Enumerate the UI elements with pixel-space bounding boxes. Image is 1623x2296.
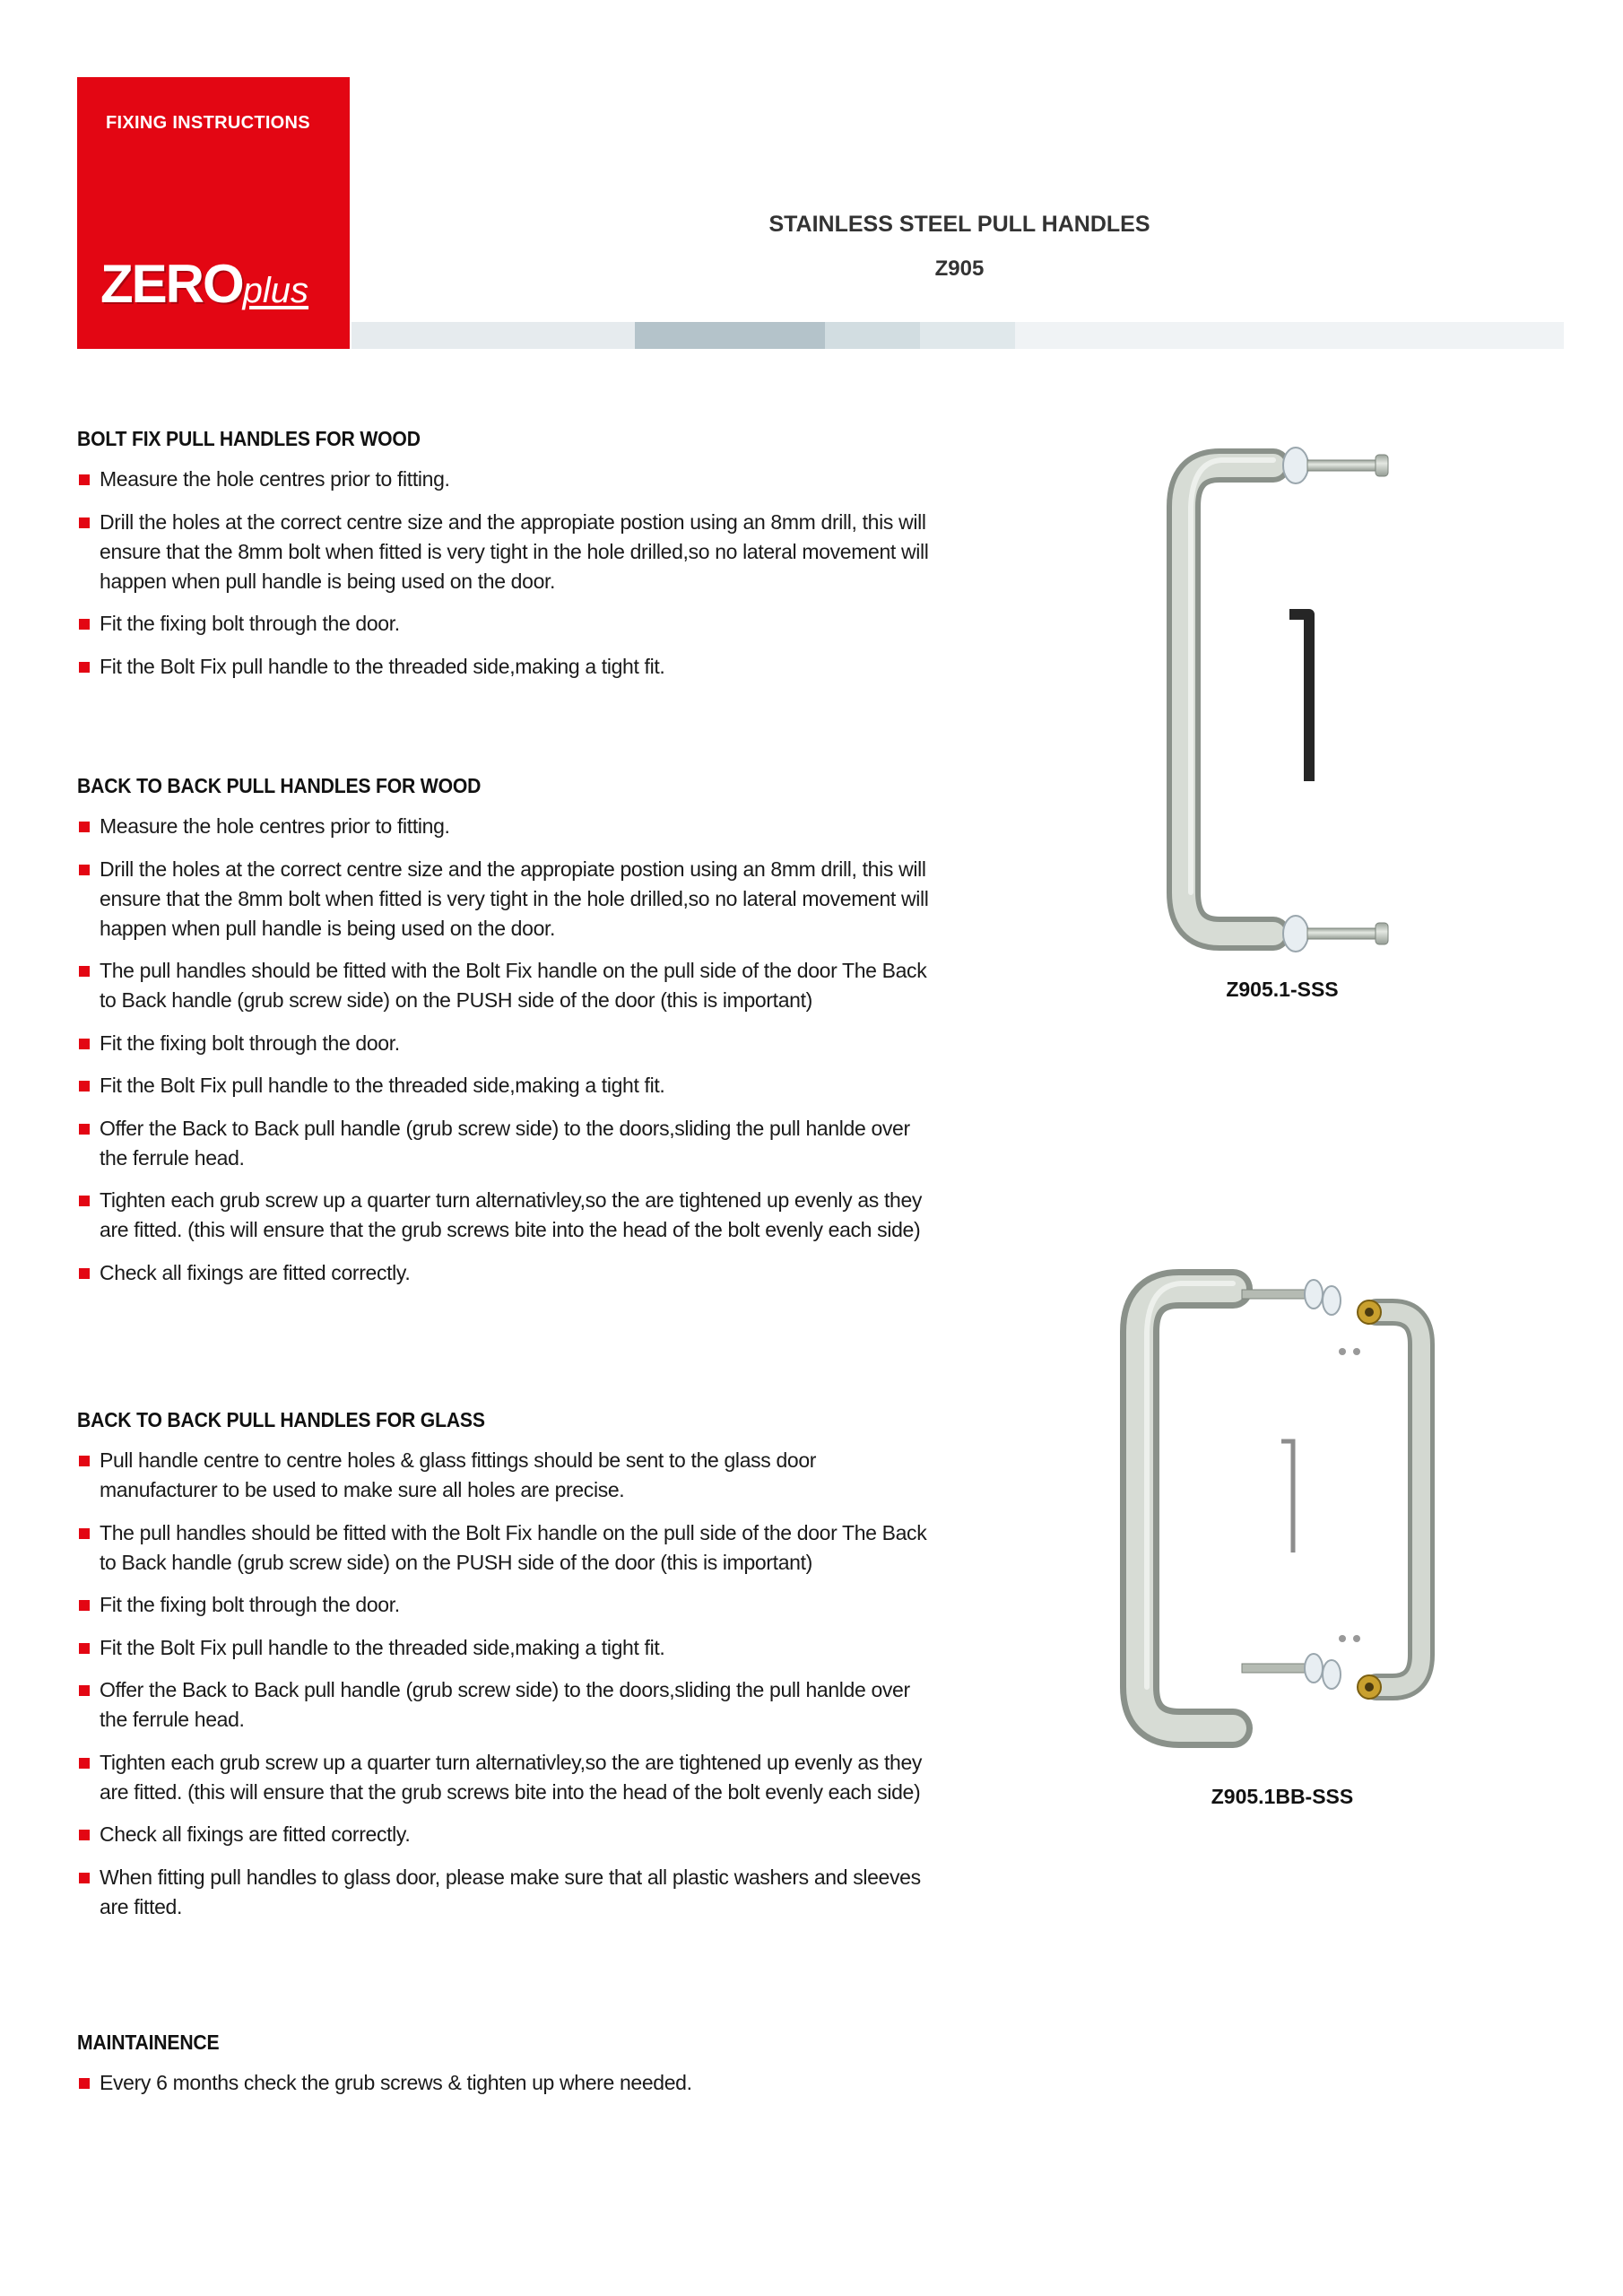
bullet-square-icon: [79, 474, 90, 485]
list-item: Fit the Bolt Fix pull handle to the threaded side,making a tight fit.: [77, 652, 938, 682]
bullet-square-icon: [79, 1600, 90, 1611]
bullet-list-back-to-back-glass: [77, 1446, 938, 1935]
bullet-square-icon: [79, 1643, 90, 1654]
bullet-square-icon: [79, 1830, 90, 1840]
section-heading-back-to-back-glass: BACK TO BACK PULL HANDLES FOR GLASS: [77, 1408, 485, 1431]
bullet-square-icon: [79, 517, 90, 528]
back-to-back-pull-handle-image: [1107, 1251, 1466, 1762]
bullet-list-back-to-back-wood: [77, 812, 938, 1300]
list-item: Fit the Bolt Fix pull handle to the threaded side,making a tight fit.: [77, 1071, 938, 1100]
bullet-square-icon: [79, 1528, 90, 1539]
list-item: Fit the fixing bolt through the door.: [77, 1029, 938, 1058]
header-stripe-segment: [920, 322, 1015, 349]
bullet-square-icon: [79, 1456, 90, 1466]
zeroplus-logo: [100, 253, 308, 315]
document-code: Z905: [934, 257, 985, 281]
product-code-bolt-fix: Z905.1-SSS: [1226, 978, 1339, 1001]
section-heading-bolt-fix-wood: BOLT FIX PULL HANDLES FOR WOOD: [77, 427, 421, 450]
list-item: Drill the holes at the correct centre size and the appropiate postion using an 8mm drill, this will ensure that the 8mm bolt when fitted is very tight in the hole drilled,so no lateral movement will happen when pull handle is being used on the door.: [77, 855, 938, 944]
list-item: Tighten each grub screw up a quarter turn alternativley,so the are tightened up evenly as they are fitted. (this will ensure that the grub screws bite into the head of the bolt evenly each side): [77, 1186, 938, 1245]
bullet-square-icon: [79, 1039, 90, 1049]
bullet-square-icon: [79, 822, 90, 832]
bullet-square-icon: [79, 1268, 90, 1279]
list-item: Offer the Back to Back pull handle (grub screw side) to the doors,sliding the pull hanlde over the ferrule head.: [77, 1675, 938, 1735]
logo-suffix: plus: [242, 271, 309, 310]
bullet-square-icon: [79, 662, 90, 673]
bullet-list-bolt-fix-wood: [77, 465, 938, 694]
bullet-square-icon: [79, 2078, 90, 2089]
product-code-back-to-back: Z905.1BB-SSS: [1211, 1785, 1354, 1808]
list-item: Tighten each grub screw up a quarter turn alternativley,so the are tightened up evenly as they are fitted. (this will ensure that the grub screws bite into the head of the bolt evenly each side): [77, 1748, 938, 1807]
list-item: Fit the fixing bolt through the door.: [77, 1590, 938, 1620]
bolt-fix-pull-handle-image: [1157, 435, 1408, 964]
bullet-square-icon: [79, 1196, 90, 1206]
header-stripe-segment: [1015, 322, 1564, 349]
list-item: Measure the hole centres prior to fitting.: [77, 812, 938, 841]
bullet-square-icon: [79, 1758, 90, 1769]
list-item: Offer the Back to Back pull handle (grub screw side) to the doors,sliding the pull hanlde over the ferrule head.: [77, 1114, 938, 1173]
header-stripe-segment: [352, 322, 635, 349]
brand-panel: [77, 77, 350, 349]
bullet-square-icon: [79, 1081, 90, 1091]
list-item: The pull handles should be fitted with the Bolt Fix handle on the pull side of the door The Back to Back handle (grub screw side) on the PUSH side of the door (this is important): [77, 956, 938, 1015]
list-item: When fitting pull handles to glass door, please make sure that all plastic washers and sleeves are fitted.: [77, 1863, 938, 1922]
header-stripe-segment: [825, 322, 920, 349]
list-item: Pull handle centre to centre holes & glass fittings should be sent to the glass door manufacturer to be used to make sure all holes are precise.: [77, 1446, 938, 1505]
list-item: Measure the hole centres prior to fitting.: [77, 465, 938, 494]
list-item: Fit the Bolt Fix pull handle to the threaded side,making a tight fit.: [77, 1633, 938, 1663]
bullet-list-maintenance: [77, 2068, 938, 2111]
header-stripe-segment: [635, 322, 825, 349]
list-item: Check all fixings are fitted correctly.: [77, 1258, 938, 1288]
bullet-square-icon: [79, 1124, 90, 1135]
document-title: STAINLESS STEEL PULL HANDLES: [768, 212, 1150, 237]
list-item: Every 6 months check the grub screws & tighten up where needed.: [77, 2068, 938, 2098]
bullet-square-icon: [79, 966, 90, 977]
section-heading-maintenance: MAINTAINENCE: [77, 2031, 220, 2054]
list-item: Check all fixings are fitted correctly.: [77, 1820, 938, 1849]
list-item: Fit the fixing bolt through the door.: [77, 609, 938, 639]
bullet-square-icon: [79, 865, 90, 875]
section-heading-back-to-back-wood: BACK TO BACK PULL HANDLES FOR WOOD: [77, 774, 482, 797]
brand-caption: FIXING INSTRUCTIONS: [106, 113, 310, 133]
list-item: Drill the holes at the correct centre size and the appropiate postion using an 8mm drill, this will ensure that the 8mm bolt when fitted is very tight in the hole drilled,so no lateral movement will happen when pull handle is being used on the door.: [77, 508, 938, 596]
bullet-square-icon: [79, 1873, 90, 1883]
logo-main: ZERO: [100, 254, 243, 314]
list-item: The pull handles should be fitted with the Bolt Fix handle on the pull side of the door The Back to Back handle (grub screw side) on the PUSH side of the door (this is important): [77, 1518, 938, 1578]
bullet-square-icon: [79, 1685, 90, 1696]
bullet-square-icon: [79, 619, 90, 630]
